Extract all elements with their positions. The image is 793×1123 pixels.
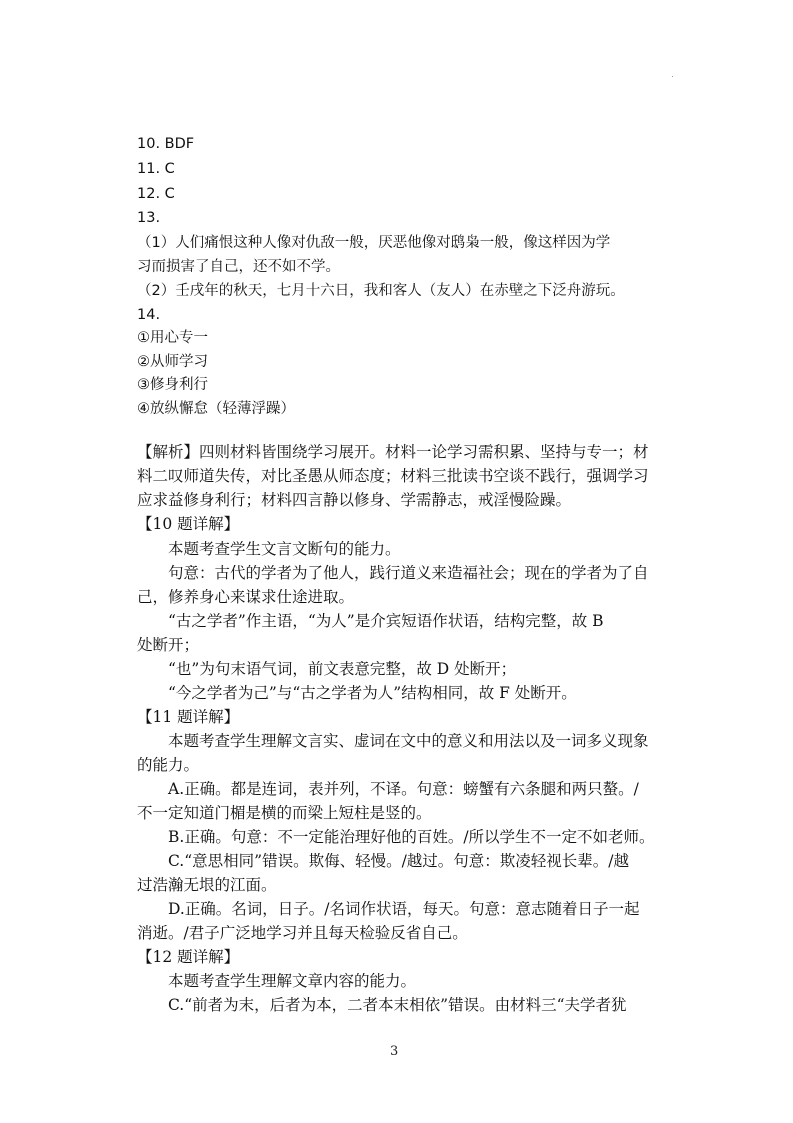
analysis-line: D.正确。名词，日子。/名词作状语，每天。句意：意志随着日子一起: [168, 900, 640, 918]
page-number: 3: [390, 1044, 399, 1059]
analysis-line: 料二叹师道失传，对比圣愚从师态度；材料三批读书空谈不践行，强调学习: [137, 467, 649, 485]
corner-mark: [672, 76, 673, 77]
analysis-line: 不一定知道门楣是横的而梁上短柱是竖的。: [137, 804, 432, 822]
section-heading: 【10 题详解】: [137, 515, 240, 533]
section-heading: 【12 题详解】: [137, 948, 240, 966]
analysis-line: 应求益修身利行；材料四言静以修身、学需静志，戒淫慢险躁。: [137, 491, 572, 509]
answer-line: 11. C: [137, 161, 175, 177]
analysis-line: “古之学者”作主语，“为人”是介宾短语作状语，结构完整，故 B: [168, 612, 604, 630]
answer-line: 12. C: [137, 186, 175, 202]
analysis-line: C.“意思相同”错误。欺侮、轻慢。/越过。句意：欺凌轻视长辈。/越: [168, 852, 630, 870]
analysis-line: 消逝。/君子广泛地学习并且每天检验反省自己。: [137, 924, 468, 942]
analysis-line: 本题考查学生理解文言实、虚词在文中的意义和用法以及一词多义现象: [168, 732, 649, 750]
analysis-line: 处断开；: [137, 636, 200, 654]
analysis-line: 己，修养身心来谋求仕途进取。: [137, 588, 355, 606]
analysis-line: 的能力。: [137, 756, 200, 774]
analysis-line: 过浩瀚无垠的江面。: [137, 876, 277, 894]
answer-line: ④放纵懈怠（轻薄浮躁）: [137, 401, 295, 417]
answer-line: ③修身利行: [137, 377, 208, 393]
answer-line: 习而损害了自己，还不如不学。: [137, 259, 340, 275]
analysis-line: 本题考查学生理解文章内容的能力。: [168, 972, 417, 990]
answer-line: 13.: [137, 210, 161, 226]
answer-line: 14.: [137, 307, 161, 323]
section-heading: 【11 题详解】: [137, 708, 240, 726]
analysis-line: 本题考查学生文言文断句的能力。: [168, 540, 401, 558]
answer-line: （1）人们痛恨这种人像对仇敌一般，厌恶他像对鸱枭一般，像这样因为学: [137, 235, 611, 251]
answer-line: （2）壬戌年的秋天，七月十六日，我和客人（友人）在赤壁之下泛舟游玩。: [137, 283, 625, 299]
analysis-line: “今之学者为己”与“古之学者为人”结构相同，故 F 处断开。: [168, 684, 577, 702]
answer-line: ②从师学习: [137, 354, 208, 370]
analysis-line: A.正确。都是连词，表并列，不译。句意：螃蟹有六条腿和两只螯。/: [168, 780, 639, 798]
analysis-line: 【解析】四则材料皆围绕学习展开。材料一论学习需积累、坚持与专一；材: [137, 443, 649, 461]
analysis-line: C.“前者为末，后者为本，二者本末相依”错误。由材料三“夫学者犹: [168, 996, 627, 1014]
answer-line: 10. BDF: [137, 136, 195, 152]
analysis-line: “也”为句末语气词，前文表意完整，故 D 处断开；: [168, 660, 517, 678]
analysis-line: 句意：古代的学者为了他人，践行道义来造福社会；现在的学者为了自: [168, 564, 649, 582]
analysis-line: B.正确。句意：不一定能治理好他的百姓。/所以学生不一定不如老师。: [168, 828, 655, 846]
answer-line: ①用心专一: [137, 330, 208, 346]
